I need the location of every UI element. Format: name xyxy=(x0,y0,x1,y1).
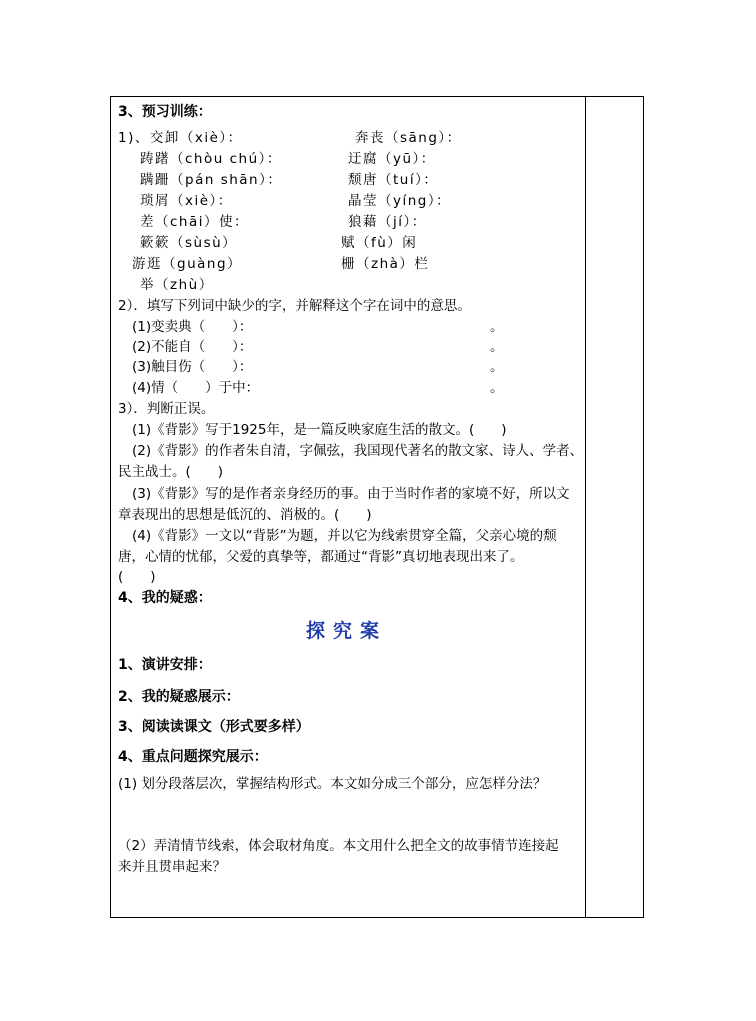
word-guangyou: 游逛（guàng） xyxy=(132,256,243,272)
question-1: (1) 划分段落层次，掌握结构形式。本文如分成三个部分，应怎样分法？ xyxy=(118,776,547,792)
word-chaishi: 差（chāi）使： xyxy=(140,214,250,230)
section-heading-doubts: 4、我的疑惑： xyxy=(118,590,212,606)
fill-item-2: (2)不能自（ ）： xyxy=(132,339,253,355)
word-jingying: 晶莹（yíng）： xyxy=(348,193,452,209)
explore-title: 探究案 xyxy=(306,620,388,642)
word-zhalan: 栅（zhà）栏 xyxy=(341,256,430,272)
judge-line: (1)《背影》写于1925年，是一篇反映家庭生活的散文。( ) xyxy=(132,422,507,438)
judge-line: ( ) xyxy=(118,569,156,585)
word-tuitang: 颓唐（tuí）： xyxy=(348,172,439,188)
explore-item: 4、重点问题探究展示： xyxy=(118,749,268,765)
sub2-label: 2）．填写下列词中缺少的字，并解释这个字在词中的意思。 xyxy=(118,298,471,314)
explore-item: 2、我的疑惑展示： xyxy=(118,689,240,705)
judge-line: 民主战士。( ) xyxy=(118,464,224,480)
question-2-line-1: （2）弄清情节线索，体会取材角度。本文用什么把全文的故事情节连接起 xyxy=(118,838,559,854)
word-panshan: 蹒跚（pán shān）： xyxy=(140,172,283,188)
fill-item-4-end: 。 xyxy=(490,380,504,396)
fill-item-3-end: 。 xyxy=(490,359,504,375)
word-benshang: 奔丧（sāng）： xyxy=(355,130,462,146)
fill-item-3: (3)触目伤（ ）： xyxy=(132,359,253,375)
word-susu: 簌簌（sùsù） xyxy=(140,235,238,251)
fill-item-1: (1)变卖典（ ）： xyxy=(132,319,253,335)
word-chouchu: 踌躇（chòu chú）： xyxy=(140,151,282,167)
question-2-line-2: 来并且贯串起来？ xyxy=(118,859,226,875)
judge-line: (3)《背影》写的是作者亲身经历的事。由于当时作者的家境不好，所以文 xyxy=(132,486,570,502)
table-column-divider xyxy=(585,96,586,918)
explore-item: 3、阅读读课文（形式要多样） xyxy=(118,719,310,735)
judge-line: (2)《背影》的作者朱自清，字佩弦，我国现代著名的散文家、诗人、学者、 xyxy=(132,443,584,459)
word-fuxian: 赋（fù）闲 xyxy=(341,235,418,251)
sub3-label: 3）．判断正误。 xyxy=(118,401,215,417)
section-heading-preview: 3、预习训练： xyxy=(118,104,212,120)
judge-line: (4)《背影》一文以“背影”为题，并以它为线索贯穿全篇，父亲心境的颓 xyxy=(132,528,557,544)
word-langji: 狼藉（jí）： xyxy=(348,214,427,230)
word-yufu: 迂腐（yū）： xyxy=(348,151,436,167)
judge-line: 唐，心情的忧郁，父爱的真挚等，都通过“背影”真切地表现出来了。 xyxy=(118,549,524,565)
fill-item-2-end: 。 xyxy=(490,339,504,355)
fill-item-1-end: 。 xyxy=(490,319,504,335)
judge-line: 章表现出的思想是低沉的、消极的。( ) xyxy=(118,507,372,523)
explore-item: 1、演讲安排： xyxy=(118,657,212,673)
sub1-label: 1)、交卸（xiè）： xyxy=(118,130,243,146)
word-zhu: 举（zhù） xyxy=(140,277,214,293)
fill-item-4: (4)情（ ）于中： xyxy=(132,380,260,396)
word-suoxie: 琐屑（xiè）： xyxy=(140,193,233,209)
